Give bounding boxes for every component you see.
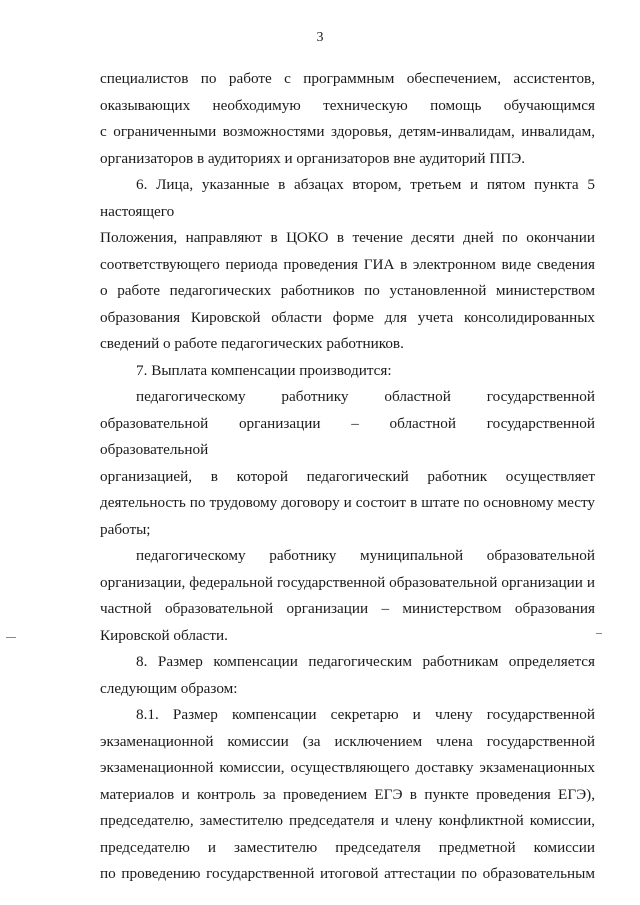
paragraph-8-1-line-6: председателю и заместителю председателя предметной комиссии — [100, 838, 595, 856]
paragraph-7-line-1: 7. Выплата компенсации производится: — [136, 361, 392, 379]
paragraph-7b-line-4: Кировской области. — [100, 626, 228, 644]
paragraph-6-line-2: Положения, направляют в ЦОКО в течение десяти дней по окончании — [100, 229, 595, 246]
paragraph-8-line-1: 8. Размер компенсации педагогическим работникам определяется — [136, 653, 595, 670]
paragraph-8-1-line-2: экзаменационной комиссии (за исключением члена государственной — [100, 732, 595, 750]
paragraph-6-line-4: о работе педагогических работников по установленной министерством — [100, 282, 595, 299]
paragraph-7a-line-2: образовательной организации – областной государственной образовательной — [100, 414, 595, 458]
scan-mark-left — [6, 637, 16, 638]
paragraph-6-line-3: соответствующего периода проведения ГИА в электронном виде сведения — [100, 255, 595, 273]
paragraph-6-line-1: 6. Лица, указанные в абзацах втором, третьем и пятом пункта 5 настоящего — [100, 176, 595, 220]
paragraph-1-line-4: организаторов в аудиториях и организаторов вне аудиторий ППЭ. — [100, 149, 526, 167]
paragraph-1-line-3: с ограниченными возможностями здоровья, детям-инвалидам, инвалидам, — [100, 123, 595, 140]
paragraph-8-1-line-3: экзаменационной комиссии, осуществляющего доставку экзаменационных — [100, 759, 595, 776]
paragraph-6-line-5: образования Кировской области форме для учета консолидированных — [100, 308, 595, 326]
paragraph-7a-line-5: работы; — [100, 520, 151, 538]
paragraph-8-line-2: следующим образом: — [100, 679, 238, 697]
paragraph-8-1-line-5: председателю, заместителю председателя и члену конфликтной комиссии, — [100, 812, 595, 829]
paragraph-8-1-line-4: материалов и контроль за проведением ЕГЭ в пункте проведения ЕГЭ), — [100, 785, 595, 803]
paragraph-7b-line-2: организации, федеральной государственной образовательной организации и — [100, 573, 595, 591]
paragraph-7b-line-3: частной образовательной организации – министерством образования — [100, 600, 595, 617]
paragraph-7b-line-1: педагогическому работнику муниципальной образовательной — [136, 547, 595, 564]
page-number: 3 — [316, 30, 324, 45]
paragraph-1-line-1: специалистов по работе с программным обеспечением, ассистентов, — [100, 70, 595, 87]
paragraph-8-1-line-7: по проведению государственной итоговой аттестации по образовательным — [100, 865, 595, 882]
scan-mark-right — [596, 633, 602, 634]
paragraph-7a-line-3: организацией, в которой педагогический работник осуществляет — [100, 467, 595, 485]
paragraph-1-line-2: оказывающих необходимую техническую помощь обучающимся — [100, 96, 595, 114]
paragraph-7a-line-1: педагогическому работнику областной государственной — [136, 388, 595, 405]
document-body — [100, 66, 595, 888]
paragraph-6-line-6: сведений о работе педагогических работников. — [100, 335, 404, 352]
paragraph-8-1-line-1: 8.1. Размер компенсации секретарю и члену государственной — [136, 706, 595, 723]
paragraph-7a-line-4: деятельность по трудовому договору и состоит в штате по основному месту — [100, 494, 595, 511]
